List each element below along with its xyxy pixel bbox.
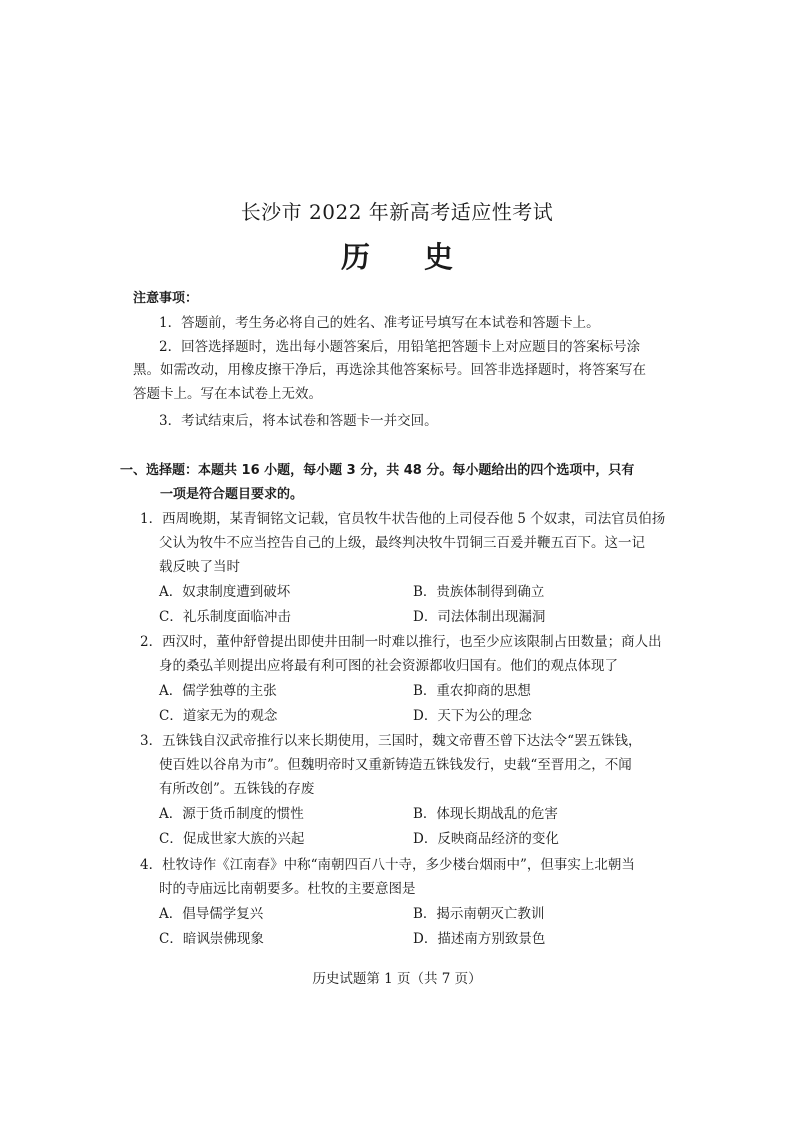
question-2-option-d[interactable]: D．天下为公的理念 [413, 708, 532, 724]
question-4-option-b[interactable]: B．揭示南朝灭亡教训 [413, 906, 545, 922]
section-heading-line-2: 一项是符合题目要求的。 [160, 487, 304, 502]
notice-item-2-line-2: 黑。如需改动，用橡皮擦干净后，再选涂其他答案标号。回答非选择题时，将答案写在 [133, 362, 646, 378]
question-3-line-2: 使百姓以谷帛为市”。但魏明帝时又重新铸造五铢钱发行，史载“至晋用之，不闻 [159, 757, 632, 773]
question-2-line-2: 身的桑弘羊则提出应将最有利可图的社会资源都收归国有。他们的观点体现了 [159, 658, 618, 674]
question-4-option-c[interactable]: C．暗讽崇佛现象 [159, 931, 264, 947]
exam-title: 长沙市 2022 年新高考适应性考试 [240, 200, 554, 224]
notice-item-1: 1．答题前，考生务必将自己的姓名、准考证号填写在本试卷和答题卡上。 [159, 315, 600, 331]
question-1-line-1: 1．西周晚期，某青铜铭文记载，官员牧牛状告他的上司侵吞他 5 个奴隶，司法官员伯扬 [140, 511, 666, 527]
question-3-option-c[interactable]: C．促成世家大族的兴起 [159, 831, 305, 847]
question-1-option-b[interactable]: B．贵族体制得到确立 [413, 584, 545, 600]
question-3-option-d[interactable]: D．反映商品经济的变化 [413, 831, 559, 847]
question-1-line-2: 父认为牧牛不应当控告自己的上级，最终判决牧牛罚铜三百爰并鞭五百下。这一记 [159, 535, 645, 551]
subject-title: 历 史 [340, 240, 476, 274]
question-2-option-a[interactable]: A．儒学独尊的主张 [159, 683, 277, 699]
question-3-option-a[interactable]: A．源于货币制度的惯性 [159, 806, 304, 822]
question-3-line-1: 3．五铢钱自汉武帝推行以来长期使用，三国时，魏文帝曹丕曾下达法令“罢五铢钱， [140, 733, 642, 749]
question-4-line-2: 时的寺庙远比南朝要多。杜牧的主要意图是 [159, 881, 416, 897]
question-3-option-b[interactable]: B．体现长期战乱的危害 [413, 806, 558, 822]
notice-item-2-line-1: 2．回答选择题时，选出每小题答案后，用铅笔把答题卡上对应题目的答案标号涂 [159, 339, 641, 355]
question-4-line-1: 4．杜牧诗作《江南春》中称“南朝四百八十寺，多少楼台烟雨中”，但事实上北朝当 [140, 857, 635, 873]
question-2-option-c[interactable]: C．道家无为的观念 [159, 708, 278, 724]
question-3-line-3: 有所改创”。五铢钱的存废 [159, 781, 315, 797]
question-1-line-3: 载反映了当时 [159, 559, 240, 575]
page-footer: 历史试题第 1 页（共 7 页） [312, 971, 482, 987]
question-1-option-c[interactable]: C．礼乐制度面临冲击 [159, 609, 291, 625]
question-1-option-d[interactable]: D．司法体制出现漏洞 [413, 609, 546, 625]
question-2-option-b[interactable]: B．重农抑商的思想 [413, 683, 531, 699]
notice-item-3: 3．考试结束后，将本试卷和答题卡一并交回。 [159, 413, 438, 429]
question-1-option-a[interactable]: A．奴隶制度遭到破坏 [159, 584, 291, 600]
question-2-line-1: 2．西汉时，董仲舒曾提出即使井田制一时难以推行，也至少应该限制占田数量；商人出 [140, 634, 662, 650]
section-heading-line-1: 一、选择题：本题共 16 小题，每小题 3 分，共 48 分。每小题给出的四个选项中，只有 [120, 463, 635, 478]
notice-item-2-line-3: 答题卡上。写在本试卷上无效。 [133, 386, 322, 402]
notice-heading: 注意事项： [133, 291, 199, 306]
question-4-option-d[interactable]: D．描述南方别致景色 [413, 931, 546, 947]
question-4-option-a[interactable]: A．倡导儒学复兴 [159, 906, 264, 922]
